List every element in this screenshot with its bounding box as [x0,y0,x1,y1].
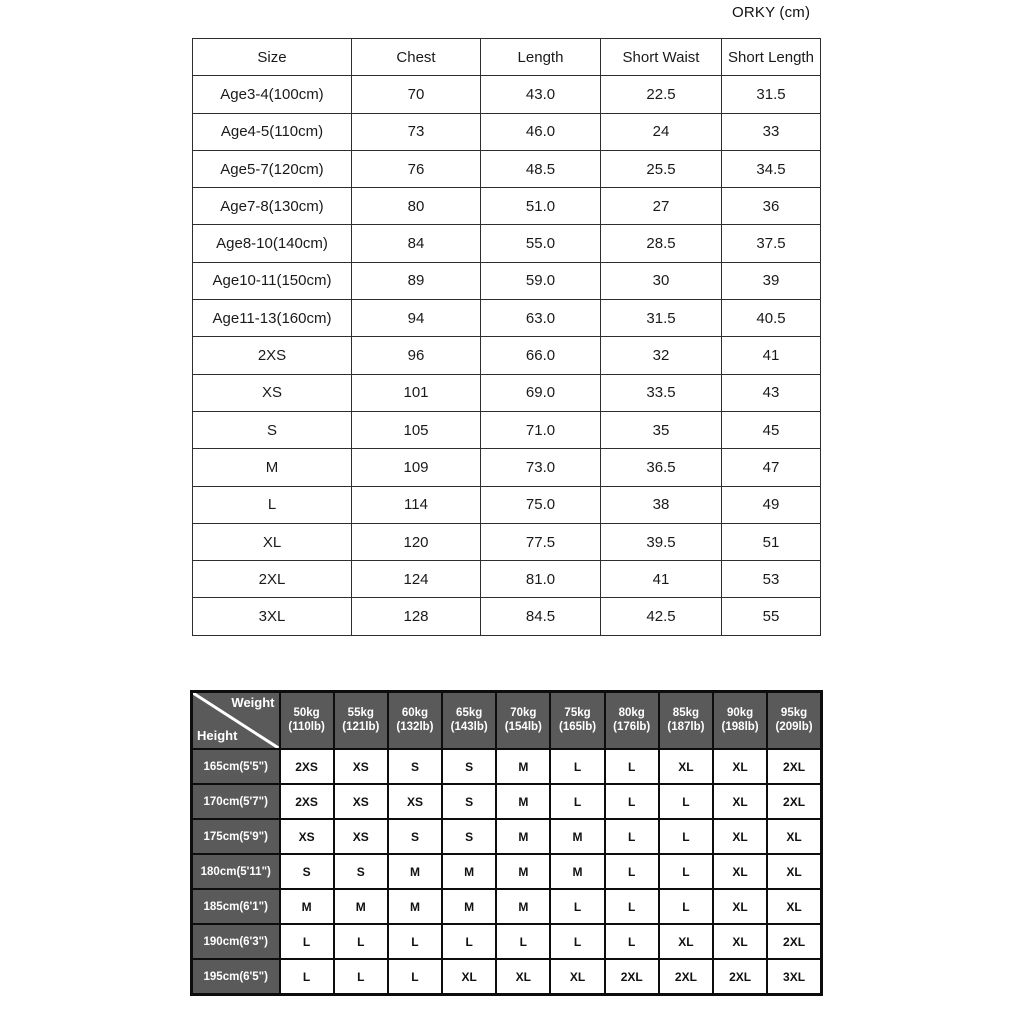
measurement-value-cell: 69.0 [481,374,601,411]
measurement-value-cell: 31.5 [722,76,821,113]
size-table-row [193,337,821,374]
recommended-size-cell: S [388,749,442,784]
recommended-size-cell: L [280,959,334,995]
recommended-size-cell: XL [767,889,821,924]
height-row-header: 180cm(5'11") [192,854,280,889]
measurement-value-cell: 55.0 [481,225,601,262]
measurement-value-cell: 32 [601,337,722,374]
height-row-header: 185cm(6'1") [192,889,280,924]
weight-kg-label: 95kg [780,707,808,720]
weight-kg-label: 50kg [293,707,320,720]
size-table-row [193,598,821,635]
size-label-cell: Age8-10(140cm) [193,225,352,262]
height-axis-label: Height [197,728,238,744]
recommended-size-cell: XL [713,749,767,784]
measurement-value-cell: 70 [352,76,481,113]
weight-axis-label: Weight [231,695,275,710]
recommended-size-cell: L [659,854,713,889]
measurement-value-cell: 41 [722,337,821,374]
recommended-size-cell: M [496,749,550,784]
measurement-value-cell: 48.5 [481,150,601,187]
size-table-row [193,262,821,299]
size-column-header: Size [193,39,352,76]
weight-height-corner-cell [192,692,280,750]
weight-column-header [550,692,604,750]
recommended-size-cell: L [496,924,550,959]
measurement-value-cell: 76 [352,150,481,187]
recommended-size-cell: L [605,924,659,959]
recommended-size-cell: M [496,854,550,889]
measurement-value-cell: 101 [352,374,481,411]
size-label-cell: M [193,449,352,486]
recommended-size-cell: 2XL [767,749,821,784]
recommended-size-cell: 2XL [767,924,821,959]
measurement-value-cell: 71.0 [481,411,601,448]
weight-column-header [280,692,334,750]
recommended-size-cell: 3XL [767,959,821,995]
recommended-size-cell: L [334,959,388,995]
measurement-value-cell: 31.5 [601,300,722,337]
weight-kg-label: 80kg [618,707,645,720]
weight-lb-label: (209lb) [775,720,813,733]
recommended-size-cell: 2XS [280,749,334,784]
height-row-header: 190cm(6'3") [192,924,280,959]
recommended-size-cell: XL [767,854,821,889]
measurement-value-cell: 84 [352,225,481,262]
recommended-size-cell: L [388,924,442,959]
recommended-size-cell: XS [280,819,334,854]
recommended-size-cell: M [442,854,496,889]
recommended-size-cell: XL [713,924,767,959]
measurement-value-cell: 43 [722,374,821,411]
measurement-value-cell: 42.5 [601,598,722,635]
recommended-size-cell: L [605,784,659,819]
measurement-value-cell: 73 [352,113,481,150]
recommended-size-cell: L [550,924,604,959]
recommended-size-cell: L [442,924,496,959]
size-table-row [193,225,821,262]
measurement-value-cell: 39.5 [601,523,722,560]
weight-column-header [659,692,713,750]
measurement-value-cell: 51 [722,523,821,560]
measurement-value-cell: 35 [601,411,722,448]
height-row-header: 165cm(5'5") [192,749,280,784]
recommended-size-cell: XL [442,959,496,995]
size-label-cell: Age10-11(150cm) [193,262,352,299]
measurement-value-cell: 37.5 [722,225,821,262]
measurement-value-cell: 33 [722,113,821,150]
size-table-header-row [193,39,821,76]
weight-kg-label: 55kg [347,707,374,720]
recommended-size-cell: S [334,854,388,889]
measurement-value-cell: 27 [601,188,722,225]
recommended-size-cell: S [442,784,496,819]
recommended-size-cell: M [280,889,334,924]
fit-table-row [192,819,822,854]
recommended-size-cell: XL [713,854,767,889]
recommended-size-cell: M [550,819,604,854]
recommended-size-cell: M [388,854,442,889]
size-label-cell: XL [193,523,352,560]
recommended-size-cell: XL [659,924,713,959]
measurement-value-cell: 43.0 [481,76,601,113]
fit-table-row [192,784,822,819]
weight-column-header [605,692,659,750]
height-row-header: 175cm(5'9") [192,819,280,854]
recommended-size-cell: XL [550,959,604,995]
size-label-cell: XS [193,374,352,411]
measurement-value-cell: 63.0 [481,300,601,337]
size-label-cell: Age7-8(130cm) [193,188,352,225]
weight-column-header [334,692,388,750]
measurement-value-cell: 36 [722,188,821,225]
weight-lb-label: (110lb) [288,720,325,733]
recommended-size-cell: L [550,889,604,924]
recommended-size-cell: S [388,819,442,854]
size-table-row [193,76,821,113]
fit-table-row [192,749,822,784]
weight-lb-label: (198lb) [721,720,759,733]
measurement-value-cell: 30 [601,262,722,299]
size-table-row [193,113,821,150]
weight-lb-label: (143lb) [450,720,488,733]
measurement-value-cell: 77.5 [481,523,601,560]
size-measurements-table [192,38,821,636]
recommended-size-cell: L [550,749,604,784]
measurement-value-cell: 25.5 [601,150,722,187]
recommended-size-cell: XS [388,784,442,819]
size-label-cell: 2XL [193,561,352,598]
size-table-row [193,523,821,560]
recommended-size-cell: XL [767,819,821,854]
measurement-value-cell: 120 [352,523,481,560]
size-column-header: Short Waist [601,39,722,76]
fit-table-header-row [192,692,822,750]
measurement-value-cell: 109 [352,449,481,486]
weight-lb-label: (187lb) [667,720,705,733]
size-label-cell: Age3-4(100cm) [193,76,352,113]
size-table-row [193,374,821,411]
weight-column-header [713,692,767,750]
recommended-size-cell: 2XL [605,959,659,995]
recommended-size-cell: L [334,924,388,959]
measurement-value-cell: 66.0 [481,337,601,374]
recommended-size-cell: L [280,924,334,959]
weight-kg-label: 60kg [401,707,429,720]
measurement-value-cell: 96 [352,337,481,374]
recommended-size-cell: XL [713,819,767,854]
brand-unit-label: ORKY (cm) [732,4,811,21]
weight-lb-label: (176lb) [613,720,651,733]
measurement-value-cell: 81.0 [481,561,601,598]
weight-kg-label: 75kg [564,707,591,720]
weight-lb-label: (165lb) [558,720,597,733]
recommended-size-cell: 2XL [659,959,713,995]
measurement-value-cell: 45 [722,411,821,448]
size-label-cell: 3XL [193,598,352,635]
measurement-value-cell: 51.0 [481,188,601,225]
size-column-header: Short Length [722,39,821,76]
height-row-header: 195cm(6'5") [192,959,280,995]
weight-column-header [767,692,821,750]
fit-table-row [192,959,822,995]
measurement-value-cell: 33.5 [601,374,722,411]
size-table-row [193,411,821,448]
size-label-cell: L [193,486,352,523]
size-table-row [193,150,821,187]
measurement-value-cell: 47 [722,449,821,486]
recommended-size-cell: M [496,819,550,854]
measurement-value-cell: 38 [601,486,722,523]
fit-table-row [192,924,822,959]
recommended-size-cell: S [280,854,334,889]
recommended-size-cell: L [605,889,659,924]
fit-table-row [192,854,822,889]
measurement-value-cell: 22.5 [601,76,722,113]
recommended-size-cell: M [550,854,604,889]
measurement-value-cell: 114 [352,486,481,523]
measurement-value-cell: 75.0 [481,486,601,523]
weight-lb-label: (154lb) [504,720,542,733]
measurement-value-cell: 94 [352,300,481,337]
recommended-size-cell: M [442,889,496,924]
recommended-size-cell: 2XL [713,959,767,995]
recommended-size-cell: S [442,819,496,854]
recommended-size-cell: XS [334,784,388,819]
measurement-value-cell: 41 [601,561,722,598]
measurement-value-cell: 84.5 [481,598,601,635]
recommended-size-cell: XL [496,959,550,995]
recommended-size-cell: L [659,889,713,924]
measurement-value-cell: 53 [722,561,821,598]
recommended-size-cell: L [659,819,713,854]
height-weight-fit-table [190,690,823,996]
size-table-row [193,300,821,337]
weight-kg-label: 85kg [672,707,700,720]
weight-column-header [388,692,442,750]
recommended-size-cell: M [334,889,388,924]
weight-lb-label: (121lb) [342,720,380,733]
recommended-size-cell: XL [659,749,713,784]
measurement-value-cell: 28.5 [601,225,722,262]
measurement-value-cell: 105 [352,411,481,448]
recommended-size-cell: XS [334,749,388,784]
weight-kg-label: 90kg [726,707,754,720]
height-row-header: 170cm(5'7") [192,784,280,819]
recommended-size-cell: L [605,854,659,889]
measurement-value-cell: 59.0 [481,262,601,299]
measurement-value-cell: 73.0 [481,449,601,486]
recommended-size-cell: 2XS [280,784,334,819]
measurement-value-cell: 39 [722,262,821,299]
size-label-cell: Age5-7(120cm) [193,150,352,187]
size-label-cell: S [193,411,352,448]
measurement-value-cell: 80 [352,188,481,225]
measurement-value-cell: 36.5 [601,449,722,486]
fit-table-row [192,889,822,924]
weight-kg-label: 65kg [456,707,483,720]
recommended-size-cell: XL [713,784,767,819]
recommended-size-cell: L [659,784,713,819]
size-table-row [193,561,821,598]
recommended-size-cell: M [496,889,550,924]
size-column-header: Chest [352,39,481,76]
measurement-value-cell: 89 [352,262,481,299]
recommended-size-cell: L [550,784,604,819]
weight-kg-label: 70kg [510,707,537,720]
weight-lb-label: (132lb) [396,720,434,733]
measurement-value-cell: 124 [352,561,481,598]
measurement-value-cell: 24 [601,113,722,150]
recommended-size-cell: XS [334,819,388,854]
size-label-cell: 2XS [193,337,352,374]
weight-column-header [442,692,496,750]
size-table-row [193,188,821,225]
size-table-row [193,486,821,523]
measurement-value-cell: 55 [722,598,821,635]
size-label-cell: Age11-13(160cm) [193,300,352,337]
recommended-size-cell: L [388,959,442,995]
recommended-size-cell: M [388,889,442,924]
recommended-size-cell: M [496,784,550,819]
size-column-header: Length [481,39,601,76]
recommended-size-cell: 2XL [767,784,821,819]
weight-column-header [496,692,550,750]
measurement-value-cell: 128 [352,598,481,635]
size-label-cell: Age4-5(110cm) [193,113,352,150]
size-table-row [193,449,821,486]
measurement-value-cell: 46.0 [481,113,601,150]
recommended-size-cell: S [442,749,496,784]
measurement-value-cell: 40.5 [722,300,821,337]
recommended-size-cell: L [605,819,659,854]
measurement-value-cell: 34.5 [722,150,821,187]
measurement-value-cell: 49 [722,486,821,523]
recommended-size-cell: L [605,749,659,784]
recommended-size-cell: XL [713,889,767,924]
